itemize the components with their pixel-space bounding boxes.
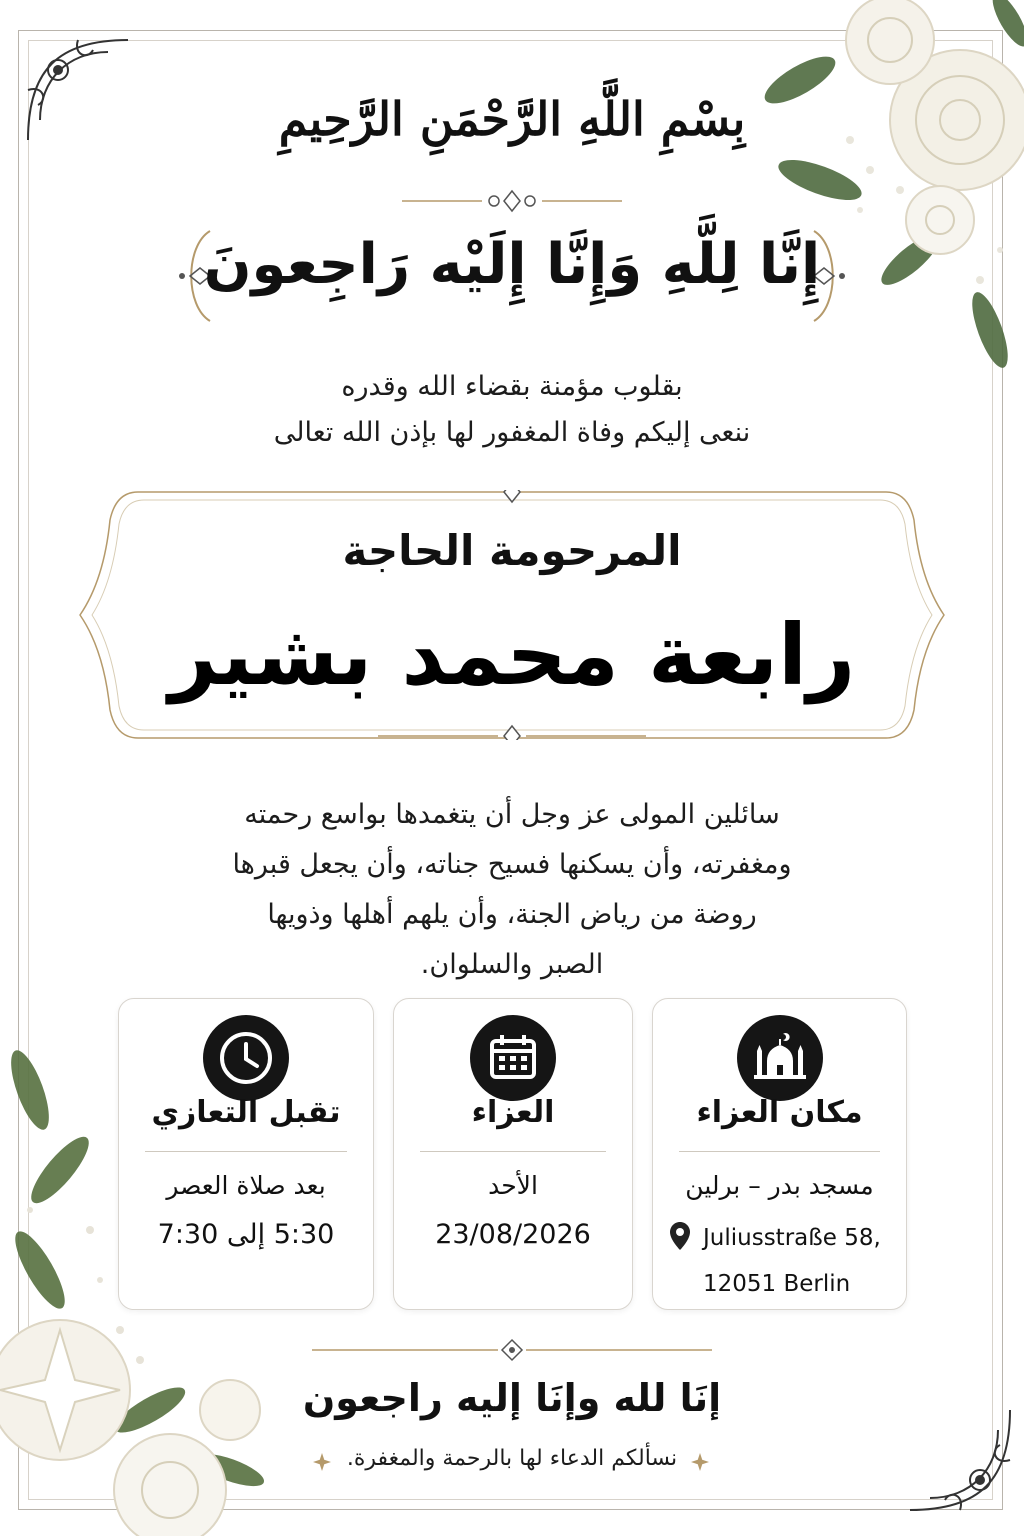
date-title: العزاء <box>471 1095 555 1130</box>
calendar-icon <box>470 1015 556 1101</box>
condolence-card <box>118 998 374 1310</box>
condolence-time-range: 5:30 إلى 7:30 <box>157 1219 335 1250</box>
deceased-name: رابعة محمد بشير <box>168 606 856 704</box>
condolence-time-note: بعد صلاة العصر <box>166 1171 326 1200</box>
prayer-line-1: سائلين المولى عز وجل أن يتغمدها بواسع رحمته <box>244 799 780 830</box>
location-divider <box>679 1151 880 1152</box>
basmala: بِسْمِ اللَّهِ الرَّحْمَنِ الرَّحِيمِ <box>278 92 746 146</box>
location-title: مكان العزاء <box>696 1095 863 1130</box>
location-card <box>652 998 907 1310</box>
prayer-line-2: ومغفرته، وأن يسكنها فسيح جناته، وأن يجعل قبرها <box>232 849 792 880</box>
intro-line-1: بقلوب مؤمنة بقضاء الله وقدره <box>341 371 683 402</box>
date-divider <box>420 1151 606 1152</box>
heading-verse: إِنَّا لِلَّهِ وَإِنَّا إِلَيْه رَاجِعونَ <box>203 232 821 297</box>
flowers-top-right <box>760 0 1024 420</box>
address-street: Juliusstraße 58, <box>703 1225 881 1251</box>
prayer-line-4: الصبر والسلوان. <box>420 949 604 980</box>
mosque-icon <box>737 1015 823 1101</box>
footer-verse: إنَا لله وإنَا إليه راجعون <box>302 1376 722 1420</box>
divider-ornament-bottom <box>312 1338 712 1362</box>
date-weekday: الأحد <box>488 1171 538 1200</box>
condolence-title: تقبل التعازي <box>151 1095 341 1130</box>
intro-line-2: ننعى إليكم وفاة المغفور لها بإذن الله تعالى <box>273 417 751 448</box>
deceased-title: المرحومة الحاجة <box>342 526 682 575</box>
date-card <box>393 998 633 1310</box>
footer-note: نسألكم الدعاء لها بالرحمة والمغفرة. <box>346 1446 678 1471</box>
intro-text <box>0 364 1024 456</box>
condolence-divider <box>145 1151 347 1152</box>
clock-icon <box>203 1015 289 1101</box>
prayer-line-3: روضة من رياض الجنة، وأن يلهم أهلها وذويها <box>267 899 757 930</box>
prayer-text <box>0 790 1024 990</box>
divider-ornament-top <box>402 186 622 216</box>
location-address <box>703 1215 881 1307</box>
date-value: 23/08/2026 <box>435 1219 591 1250</box>
location-pin-icon <box>669 1221 691 1251</box>
location-venue: مسجد بدر – برلين <box>685 1171 874 1200</box>
address-city: 12051 Berlin <box>703 1271 851 1297</box>
